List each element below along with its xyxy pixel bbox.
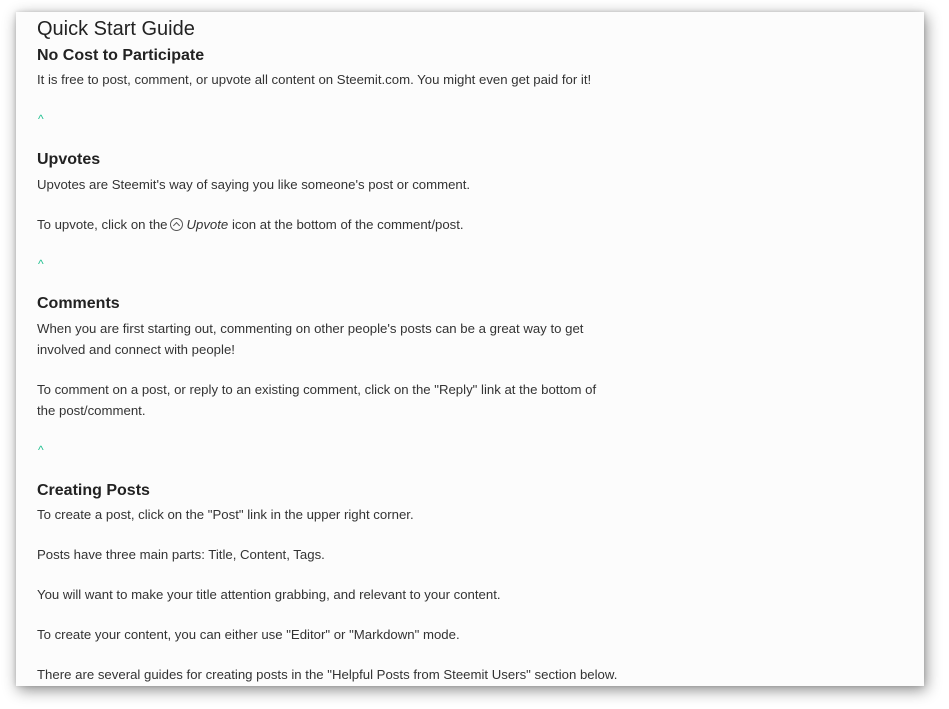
creating-posts-paragraph-1: To create a post, click on the "Post" link in the upper right corner. xyxy=(37,507,414,522)
creating-posts-paragraph-3: You will want to make your title attention grabbing, and relevant to your content. xyxy=(37,587,501,602)
no-cost-paragraph: It is free to post, comment, or upvote all content on Steemit.com. You might even get paid for it! xyxy=(37,72,592,87)
heading-no-cost: No Cost to Participate xyxy=(37,47,205,64)
upvote-icon xyxy=(170,218,183,231)
comments-paragraph-2: To comment on a post, or reply to an existing comment, click on the "Reply" link at the bottom of the post/comment. xyxy=(37,382,597,418)
heading-creating-posts: Creating Posts xyxy=(37,482,150,499)
heading-comments: Comments xyxy=(37,295,120,312)
comments-paragraph-1: When you are first starting out, commenting on other people's posts can be a great way to get involved and connect with people! xyxy=(37,321,584,357)
upvotes-paragraph-2 xyxy=(37,214,617,235)
upvote-label: Upvote xyxy=(186,217,229,232)
back-to-top-link[interactable]: ^ xyxy=(38,257,44,271)
creating-posts-paragraph-4: To create your content, you can either use "Editor" or "Markdown" mode. xyxy=(37,627,460,642)
heading-upvotes: Upvotes xyxy=(37,151,101,168)
upvote-instruction-start: To upvote, click on the xyxy=(37,217,168,232)
page-frame xyxy=(16,12,924,686)
creating-posts-paragraph-5: There are several guides for creating posts in the "Helpful Posts from Steemit Users" section below. xyxy=(37,667,618,682)
upvotes-paragraph-1: Upvotes are Steemit's way of saying you like someone's post or comment. xyxy=(37,177,471,192)
back-to-top-link[interactable]: ^ xyxy=(38,112,44,126)
page-title: Quick Start Guide xyxy=(37,18,195,40)
upvote-instruction-end: icon at the bottom of the comment/post. xyxy=(228,217,464,232)
back-to-top-link[interactable]: ^ xyxy=(38,443,44,457)
creating-posts-paragraph-2: Posts have three main parts: Title, Content, Tags. xyxy=(37,547,325,562)
